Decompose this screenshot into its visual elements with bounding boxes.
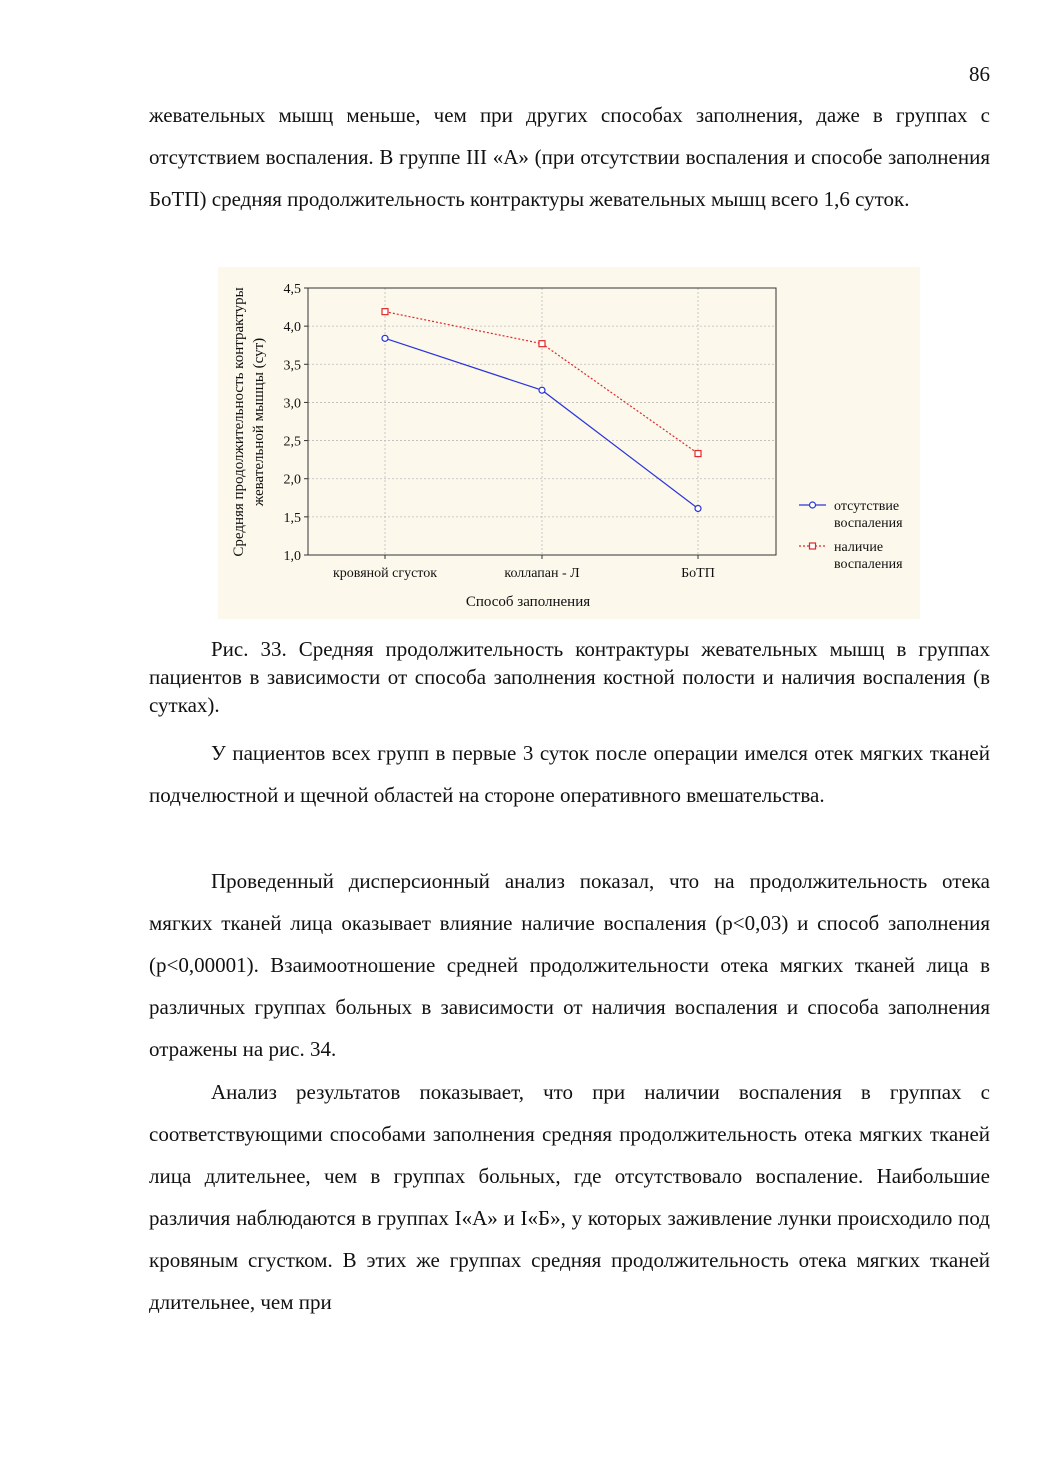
paragraph-2: У пациентов всех групп в первые 3 суток после операции имелся отек мягких тканей подчелюстной и щечной областей на стороне оперативного вмешательства.	[149, 741, 990, 807]
data-point-circle	[539, 387, 545, 393]
x-axis-ticks	[333, 555, 715, 581]
legend-marker-square	[810, 543, 816, 549]
data-point-square	[539, 341, 545, 347]
x-tick-label: кровяной сгусток	[332, 566, 438, 581]
series-line	[385, 312, 698, 454]
chart-grid	[308, 288, 776, 555]
figure-caption: Рис. 33. Средняя продолжительность контрактуры жевательных мышц в группах пациентов в зависимости от способа заполнения костной полости и наличия воспаления (в сутках).	[149, 637, 990, 717]
legend-label-line1: наличие	[834, 540, 884, 555]
x-tick-label: коллапан - Л	[504, 566, 580, 581]
y-tick-label: 3,5	[283, 358, 301, 374]
legend-label-line2: воспаления	[834, 557, 903, 572]
y-tick-label: 1,0	[283, 549, 301, 564]
paragraph-1: жевательных мышц меньше, чем при других способах заполнения, даже в группах с отсутствием воспаления. В группе III «А» (при отсутствии воспаления и способе заполнения БоТП) средняя продолжительность контрактуры жевательных мышц всего 1,6 суток.	[149, 103, 990, 211]
paragraph-3: Проведенный дисперсионный анализ показал, что на продолжительность отека мягких тканей лица оказывает влияние наличие воспаления (p<0,03) и способ заполнения (p<0,00001). Взаимоотношение средней продолжительности отека мягких тканей лица в различных группах больных в зависимости от наличия воспаления и способа заполнения отражены на рис. 34.	[149, 869, 990, 1061]
data-point-circle	[695, 505, 701, 511]
x-axis-label: Способ заполнения	[465, 594, 591, 610]
data-point-square	[695, 451, 701, 457]
chart-legend	[799, 499, 903, 572]
legend-marker-circle	[810, 502, 816, 508]
legend-label-line2: воспаления	[834, 516, 903, 531]
y-tick-label: 4,5	[283, 282, 301, 297]
legend-label-line1: отсутствие	[834, 499, 900, 514]
x-tick-label: БоТП	[681, 566, 715, 581]
y-tick-label: 4,0	[283, 320, 301, 336]
line-chart	[218, 267, 920, 619]
y-tick-label: 2,5	[283, 434, 301, 450]
y-tick-label: 3,0	[283, 396, 301, 412]
series-line	[385, 338, 698, 508]
data-point-circle	[382, 335, 388, 341]
data-point-square	[382, 309, 388, 315]
y-tick-label: 2,0	[283, 472, 301, 488]
y-axis-ticks	[284, 282, 309, 564]
page-number: 86	[969, 62, 990, 86]
y-tick-label: 1,5	[283, 510, 301, 526]
paragraph-4: Анализ результатов показывает, что при наличии воспаления в группах с соответствующими способами заполнения средняя продолжительность отека мягких тканей лица длительнее, чем в группах больных, где отсутствовало воспаление. Наибольшие различия наблюдаются в группах I«А» и I«Б», у которых заживление лунки происходило под кровяным сгустком. В этих же группах средняя продолжительность отека мягких тканей длительнее, чем при	[149, 1080, 990, 1314]
y-axis-label-line2: жевательной мышцы (сут)	[251, 337, 267, 507]
figure-chart	[218, 267, 920, 619]
y-axis-label-line1: Средняя продолжительность контрактуры	[231, 287, 247, 557]
chart-series	[382, 309, 701, 512]
